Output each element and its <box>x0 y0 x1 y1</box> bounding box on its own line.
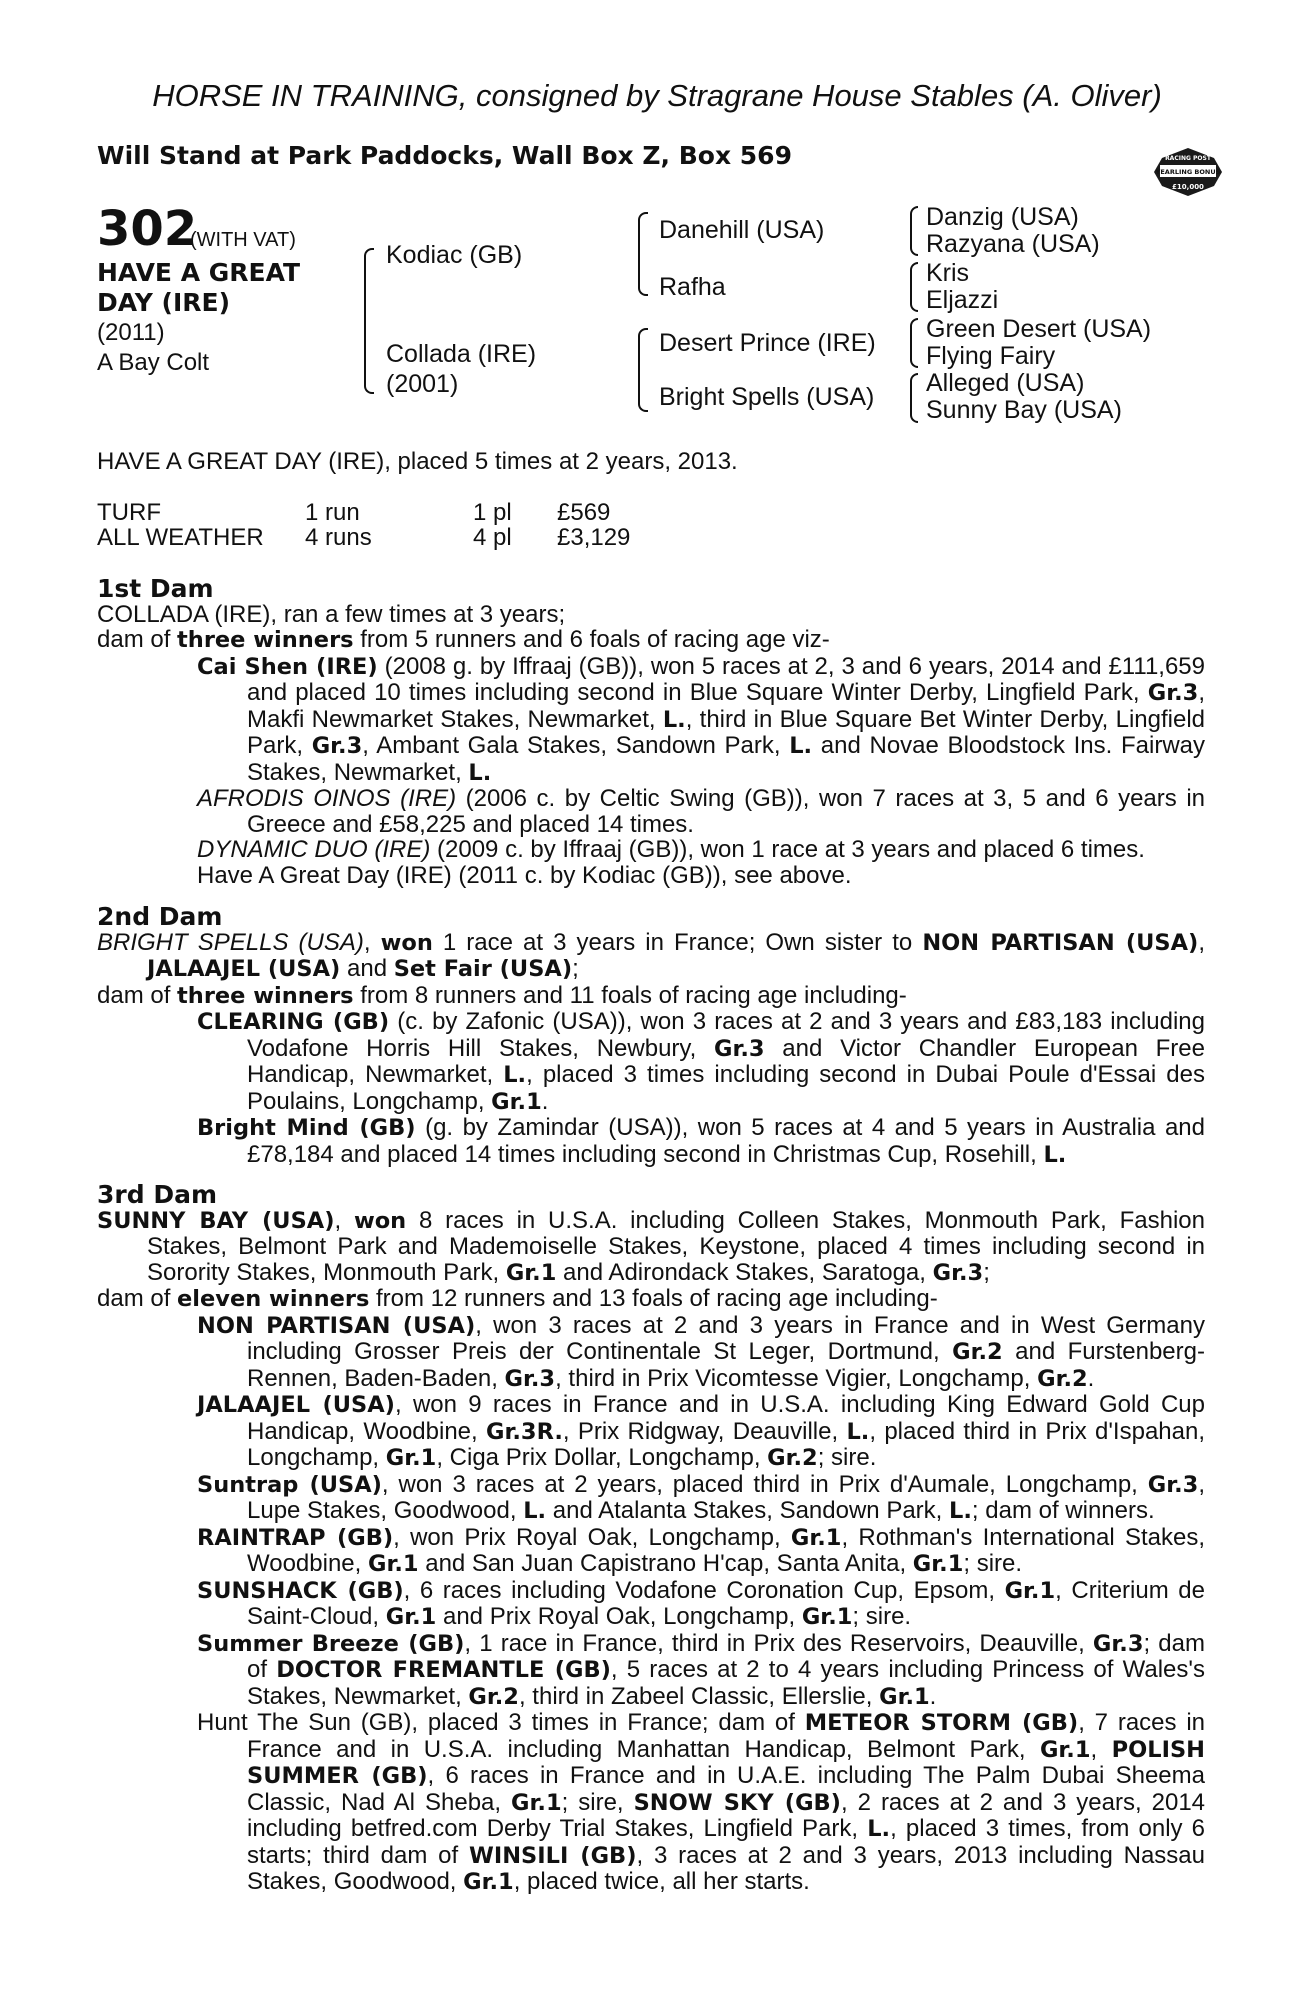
pedigree-g8: Sunny Bay (USA) <box>926 396 1122 424</box>
pedigree-dam-year: (2001) <box>386 370 459 398</box>
produce-entry-non-partisan: NON PARTISAN (USA), won 3 races at 2 and 3 years in France and in West Germany including Grosser Preis der Continentale St Leger, Dortmund, Gr.2 and Furstenberg-Rennen, Baden-Baden, Gr.3, third in Prix Vicomtesse Vigier, Longchamp, Gr.2. <box>197 1311 1205 1392</box>
pedigree-g7: Alleged (USA) <box>926 369 1085 397</box>
race-record-table <box>97 500 630 550</box>
produce-entry-have-a-great-day: Have A Great Day (IRE) (2011 c. by Kodiac (GB)), see above. <box>197 861 852 889</box>
race-summary: HAVE A GREAT DAY (IRE), placed 5 times at 2 years, 2013. <box>97 448 738 475</box>
third-dam-intro: SUNNY BAY (USA), won 8 races in U.S.A. including Colleen Stakes, Monmouth Park, Fashion Stakes, Belmont Park and Mademoiselle Stakes, Keystone, placed 4 times including second in Sorority Stakes, Monmouth Park, Gr.1 and Adirondack Stakes, Saratoga, Gr.3; <box>97 1206 1205 1286</box>
pedigree-g6: Flying Fairy <box>926 342 1056 370</box>
second-dam-section <box>97 904 1205 1168</box>
dam-line-brace <box>638 328 648 412</box>
pedigree-g5: Green Desert (USA) <box>926 315 1152 343</box>
badge-top-text: RACING POST <box>1165 155 1211 162</box>
pedigree-dam-sire: Desert Prince (IRE) <box>659 329 876 357</box>
pedigree-sire: Kodiac (GB) <box>386 241 523 269</box>
second-dam-intro: BRIGHT SPELLS (USA), won 1 race at 3 years in France; Own sister to NON PARTISAN (USA), JALAAJEL (USA) and Set Fair (USA); <box>97 928 1205 982</box>
lot-name-line2: DAY (IRE) <box>97 288 230 317</box>
lot-name-line1: HAVE A GREAT <box>97 258 301 287</box>
record-placed: 4 pl <box>473 524 512 551</box>
stand-location: Will Stand at Park Paddocks, Wall Box Z, Box 569 <box>97 141 792 170</box>
gen3-brace-4 <box>910 373 918 423</box>
produce-entry-afrodis-oinos: AFRODIS OINOS (IRE) (2006 c. by Celtic Swing (GB)), won 7 races at 3, 5 and 6 years in Greece and £58,225 and placed 14 times. <box>197 785 1205 838</box>
produce-entry-clearing: CLEARING (GB) (c. by Zafonic (USA)), won 3 races at 2 and 3 years and £83,183 including Vodafone Horris Hill Stakes, Newbury, Gr.3 and Victor Chandler European Free Handicap, Newmarket, L., placed 3 times including second in Dubai Poule d'Essai des Poulains, Longchamp, Gr.1. <box>197 1008 1205 1115</box>
produce-entry-suntrap: Suntrap (USA), won 3 races at 2 years, placed third in Prix d'Aumale, Longchamp, Gr.3, Lupe Stakes, Goodwood, L. and Atalanta Stakes, Sandown Park, L.; dam of winners. <box>197 1470 1205 1524</box>
bonus-badge-icon <box>1152 146 1224 198</box>
record-placed: 1 pl <box>473 499 512 526</box>
record-runs: 1 run <box>305 499 360 526</box>
record-surface: ALL WEATHER <box>97 524 264 551</box>
pedigree-sire-sire: Danehill (USA) <box>659 216 825 244</box>
pedigree-g2: Razyana (USA) <box>926 230 1100 258</box>
gen3-brace-1 <box>910 206 918 256</box>
pedigree-g3: Kris <box>926 259 970 287</box>
produce-entry-sunshack: SUNSHACK (GB), 6 races including Vodafone Coronation Cup, Epsom, Gr.1, Criterium de Saint-Cloud, Gr.1 and Prix Royal Oak, Longchamp, Gr.1; sire. <box>197 1576 1205 1630</box>
produce-entry-raintrap: RAINTRAP (GB), won Prix Royal Oak, Longchamp, Gr.1, Rothman's International Stakes, Woodbine, Gr.1 and San Juan Capistrano H'cap, Santa Anita, Gr.1; sire. <box>197 1523 1205 1577</box>
gen3-brace-2 <box>910 262 918 312</box>
third-dam-produce: dam of eleven winners from 12 runners and 13 foals of racing age including- <box>97 1285 938 1312</box>
sire-line-brace <box>638 212 648 296</box>
gen3-brace-3 <box>910 318 918 368</box>
lot-number: 302 <box>97 201 198 257</box>
pedigree-dam: Collada (IRE) <box>386 340 537 368</box>
second-dam-produce: dam of three winners from 8 runners and 11 foals of racing age including- <box>97 981 907 1009</box>
pedigree-sire-dam: Rafha <box>659 273 726 301</box>
second-dam-heading: 2nd Dam <box>97 902 223 931</box>
yearling-bonus-badge <box>1152 146 1224 203</box>
produce-entry-jalaajel: JALAAJEL (USA), won 9 races in France and in U.S.A. including King Edward Gold Cup Handicap, Woodbine, Gr.3R., Prix Ridgway, Deauville, L., placed third in Prix d'Ispahan, Longchamp, Gr.1, Ciga Prix Dollar, Longchamp, Gr.2; sire. <box>197 1391 1206 1471</box>
catalogue-header: HORSE IN TRAINING, consigned by Stragrane House Stables (A. Oliver) <box>152 78 1162 113</box>
first-dam-section <box>97 576 1205 888</box>
produce-entry-hunt-the-sun: Hunt The Sun (GB), placed 3 times in France; dam of METEOR STORM (GB), 7 races in France and in U.S.A. including Manhattan Handicap, Belmont Park, Gr.1, POLISH SUMMER (GB), 6 races in France and in U.A.E. including The Palm Dubai Sheema Classic, Nad Al Sheba, Gr.1; sire, SNOW SKY (GB), 2 races at 2 and 3 years, 2014 including betfred.com Derby Trial Stakes, Lingfield Park, L., placed 3 times, from only 6 starts; third dam of WINSILI (GB), 3 races at 2 and 3 years, 2013 including Nassau Stakes, Goodwood, Gr.1, placed twice, all her starts. <box>197 1709 1206 1895</box>
badge-amount-text: £10,000 <box>1172 183 1204 191</box>
pedigree-dam-dam: Bright Spells (USA) <box>659 383 875 411</box>
lot-description: A Bay Colt <box>97 349 210 376</box>
produce-entry-cai-shen: Cai Shen (IRE) (2008 g. by Iffraaj (GB)), won 5 races at 2, 3 and 6 years, 2014 and £111,659 and placed 10 times including second in Blue Square Winter Derby, Lingfield Park, Gr.3, Makfi Newmarket Stakes, Newmarket, L., third in Blue Square Bet Winter Derby, Lingfield Park, Gr.3, Ambant Gala Stakes, Sandown Park, L. and Novae Bloodstock Ins. Fairway Stakes, Newmarket, L. <box>197 652 1206 786</box>
produce-entry-dynamic-duo: DYNAMIC DUO (IRE) (2009 c. by Iffraaj (GB)), won 1 race at 3 years and placed 6 times. <box>197 836 1145 863</box>
produce-entry-bright-mind: Bright Mind (GB) (g. by Zamindar (USA)), won 5 races at 4 and 5 years in Australia and £78,184 and placed 14 times including second in Christmas Cup, Rosehill, L. <box>197 1114 1205 1168</box>
first-dam-produce: dam of three winners from 5 runners and 6 foals of racing age viz- <box>97 626 830 653</box>
badge-mid-text: YEARLING BONUS <box>1155 168 1221 176</box>
record-earnings: £569 <box>557 499 611 526</box>
third-dam-section <box>97 1182 1205 1896</box>
first-dam-intro: COLLADA (IRE), ran a few times at 3 years; <box>97 600 566 628</box>
record-runs: 4 runs <box>305 524 372 551</box>
produce-entry-summer-breeze: Summer Breeze (GB), 1 race in France, third in Prix des Reservoirs, Deauville, Gr.3; dam of DOCTOR FREMANTLE (GB), 5 races at 2 to 4 years including Princess of Wales's Stakes, Newmarket, Gr.2, third in Zabeel Classic, Ellerslie, Gr.1. <box>197 1629 1205 1710</box>
race-record-row <box>97 525 630 550</box>
race-record-row <box>97 500 630 525</box>
lot-horse-name <box>97 258 300 378</box>
record-earnings: £3,129 <box>557 524 631 551</box>
record-surface: TURF <box>97 499 161 526</box>
lot-year: (2011) <box>97 319 165 346</box>
first-dam-heading: 1st Dam <box>97 574 214 603</box>
pedigree-g4: Eljazzi <box>926 286 999 314</box>
lot-vat: (WITH VAT) <box>190 229 296 251</box>
sire-dam-brace <box>364 248 374 394</box>
third-dam-heading: 3rd Dam <box>97 1180 217 1209</box>
pedigree-g1: Danzig (USA) <box>926 203 1079 231</box>
